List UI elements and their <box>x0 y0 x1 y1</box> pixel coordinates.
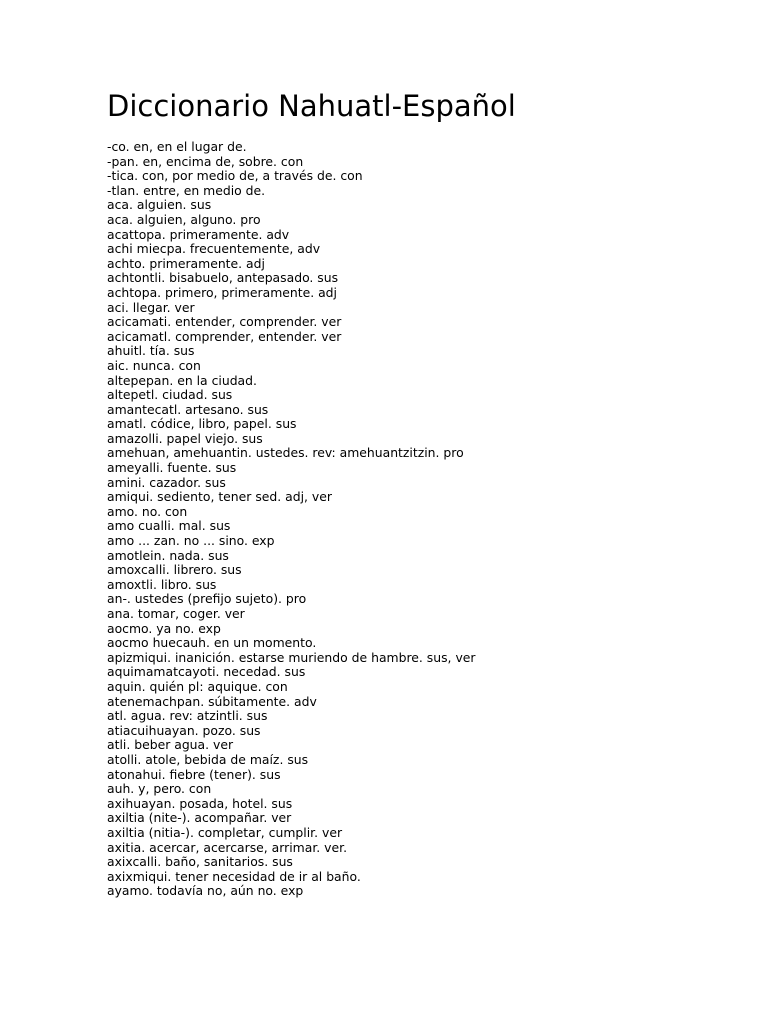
dictionary-entry: atenemachpan. súbitamente. adv <box>107 693 317 709</box>
dictionary-entry: achto. primeramente. adj <box>107 255 265 271</box>
dictionary-entry: aca. alguien, alguno. pro <box>107 211 261 227</box>
dictionary-entry: ayamo. todavía no, aún no. exp <box>107 883 304 899</box>
dictionary-entry: axitia. acercar, acercarse, arrimar. ver. <box>107 839 348 855</box>
dictionary-entry: axixmiqui. tener necesidad de ir al baño. <box>107 868 361 884</box>
dictionary-entry: amoxtli. libro. sus <box>107 576 217 592</box>
document-title: Diccionario Nahuatl-Español <box>107 89 516 123</box>
dictionary-entry: atli. beber agua. ver <box>107 737 234 753</box>
dictionary-entry: atiacuihuayan. pozo. sus <box>107 722 261 738</box>
dictionary-entry: amiqui. sediento, tener sed. adj, ver <box>107 489 332 505</box>
dictionary-entry: aca. alguien. sus <box>107 197 212 213</box>
dictionary-entry: amehuan, amehuantin. ustedes. rev: amehuantzitzin. pro <box>107 445 464 461</box>
dictionary-entry: amo. no. con <box>107 503 188 519</box>
dictionary-entry: axihuayan. posada, hotel. sus <box>107 795 293 811</box>
dictionary-entry: axiltia (nitia-). completar, cumplir. ver <box>107 824 343 840</box>
dictionary-entry: aic. nunca. con <box>107 357 201 373</box>
dictionary-entry: atolli. atole, bebida de maíz. sus <box>107 751 309 767</box>
dictionary-entry: apizmiqui. inanición. estarse muriendo de hambre. sus, ver <box>107 649 476 665</box>
dictionary-entry: amini. cazador. sus <box>107 474 226 490</box>
dictionary-entry: aocmo huecauh. en un momento. <box>107 635 317 651</box>
dictionary-entry: ameyalli. fuente. sus <box>107 460 237 476</box>
dictionary-entry: acicamatl. comprender, entender. ver <box>107 328 342 344</box>
dictionary-entry: altepetl. ciudad. sus <box>107 387 233 403</box>
dictionary-entry: aquimamatcayoti. necedad. sus <box>107 664 306 680</box>
dictionary-entry: achtontli. bisabuelo, antepasado. sus <box>107 270 339 286</box>
dictionary-entry: -pan. en, encima de, sobre. con <box>107 153 304 169</box>
dictionary-entry: amotlein. nada. sus <box>107 547 229 563</box>
dictionary-entry: amoxcalli. librero. sus <box>107 562 242 578</box>
dictionary-entry: altepepan. en la ciudad. <box>107 372 257 388</box>
dictionary-entry: aocmo. ya no. exp <box>107 620 221 636</box>
dictionary-entry: amantecatl. artesano. sus <box>107 401 269 417</box>
dictionary-entry: amazolli. papel viejo. sus <box>107 430 263 446</box>
dictionary-entry: atonahui. fiebre (tener). sus <box>107 766 281 782</box>
dictionary-entry: aquin. quién pl: aquique. con <box>107 678 288 694</box>
dictionary-entry: ahuitl. tía. sus <box>107 343 195 359</box>
dictionary-entry: aci. llegar. ver <box>107 299 195 315</box>
dictionary-entry: auh. y, pero. con <box>107 781 212 797</box>
dictionary-entry: amo cualli. mal. sus <box>107 518 231 534</box>
dictionary-entry: axiltia (nite-). acompañar. ver <box>107 810 292 826</box>
dictionary-entry: atl. agua. rev: atzintli. sus <box>107 708 268 724</box>
dictionary-entry: -tica. con, por medio de, a través de. con <box>107 168 363 184</box>
dictionary-entry: achtopa. primero, primeramente. adj <box>107 284 337 300</box>
dictionary-entry: -tlan. entre, en medio de. <box>107 182 266 198</box>
dictionary-entry: achi miecpa. frecuentemente, adv <box>107 241 321 257</box>
dictionary-entry: ana. tomar, coger. ver <box>107 606 245 621</box>
dictionary-entry: an-. ustedes (prefijo sujeto). pro <box>107 591 307 607</box>
dictionary-entry: -co. en, en el lugar de. <box>107 139 247 154</box>
dictionary-entry: acattopa. primeramente. adv <box>107 226 290 242</box>
dictionary-entry: axixcalli. baño, sanitarios. sus <box>107 854 293 870</box>
dictionary-entry-list <box>107 140 476 899</box>
dictionary-entry: amatl. códice, libro, papel. sus <box>107 416 297 432</box>
dictionary-entry: amo ... zan. no ... sino. exp <box>107 533 275 549</box>
dictionary-entry: acicamati. entender, comprender. ver <box>107 314 342 330</box>
